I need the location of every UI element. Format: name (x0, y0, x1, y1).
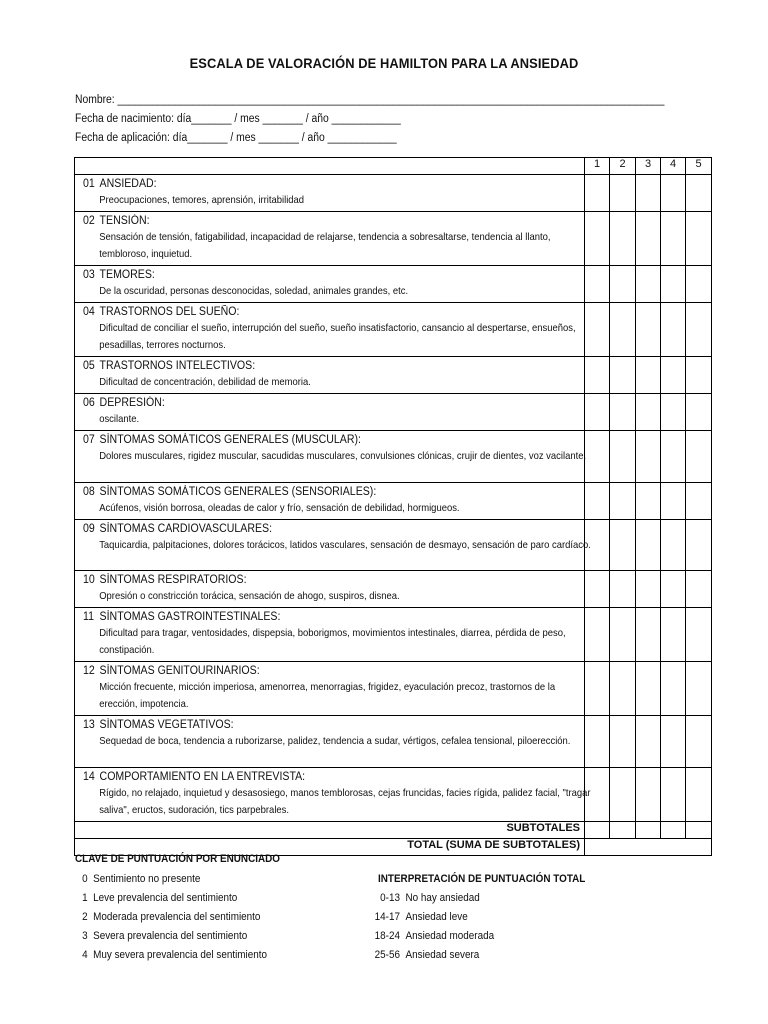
item-name: TRASTORNOS DEL SUEÑO: (99, 306, 240, 318)
item-number: 06 (83, 397, 95, 409)
item-symptoms: Micción frecuente, micción imperiosa, amenorrea, menorragias, frigidez, eyaculación precoz, trastornos de la erección, impotencia. (99, 681, 556, 710)
scale-item-row (75, 303, 712, 357)
score-cell-2[interactable] (610, 768, 636, 822)
item-name: SÍNTOMAS SOMÁTICOS GENERALES (SENSORIALES): (99, 486, 377, 498)
item-symptoms: Dificultad de conciliar el sueño, interrupción del sueño, sueño insatisfactorio, cansancio al despertarse, ensueños, pesadillas, terrores nocturnos. (99, 322, 576, 351)
range-meaning: No hay ansiedad (405, 892, 480, 904)
score-cell-2[interactable] (610, 175, 636, 212)
score-cell-3[interactable] (636, 520, 661, 571)
item-name: COMPORTAMIENTO EN LA ENTREVISTA: (99, 771, 306, 783)
subtotal-cell-4[interactable] (661, 822, 686, 839)
item-description-cell (75, 357, 585, 394)
clave-meaning: Sentimiento no presente (93, 873, 201, 885)
score-column-2: 2 (610, 158, 636, 175)
scale-item-row (75, 394, 712, 431)
score-cell-4[interactable] (661, 175, 686, 212)
score-cell-5[interactable] (686, 483, 712, 520)
subtotal-cell-5[interactable] (686, 822, 712, 839)
fecha-aplicacion-field[interactable]: Fecha de aplicación: día_______ / mes _______ / año ____________ (75, 132, 397, 144)
item-number: 08 (83, 486, 95, 498)
clave-meaning: Muy severa prevalencia del sentimiento (93, 949, 268, 961)
item-description-cell (75, 520, 591, 571)
item-description-cell (75, 483, 585, 520)
interpretacion-entry (373, 892, 480, 904)
item-name: TENSIÓN: (99, 215, 150, 227)
item-name: ANSIEDAD: (99, 178, 157, 190)
score-cell-3[interactable] (636, 571, 661, 608)
clave-meaning: Leve prevalencia del sentimiento (93, 892, 238, 904)
item-symptoms: Sensación de tensión, fatigabilidad, incapacidad de relajarse, tendencia a sobresaltarse, tendencia al llanto, tembloroso, inquietud. (99, 231, 551, 260)
clave-meaning: Severa prevalencia del sentimiento (93, 930, 248, 942)
score-cell-4[interactable] (661, 608, 686, 662)
item-number: 11 (83, 611, 94, 623)
score-cell-5[interactable] (686, 266, 712, 303)
interpretacion-entry (373, 911, 468, 923)
item-symptoms: Sequedad de boca, tendencia a ruborizarse, palidez, tendencia a sudar, vértigos, cefalea tensional, piloerección. (99, 735, 571, 747)
clave-score: 3 (82, 930, 88, 942)
item-description-cell (75, 716, 585, 768)
scale-item-row (75, 768, 712, 822)
item-symptoms: Acúfenos, visión borrosa, oleadas de calor y frío, sensación de debilidad, hormigueos. (99, 502, 460, 514)
item-name: DEPRESIÓN: (99, 397, 165, 409)
score-cell-3[interactable] (636, 175, 661, 212)
score-range: 14-17 (374, 911, 400, 923)
item-description-cell (75, 608, 585, 662)
score-cell-3[interactable] (636, 768, 661, 822)
score-cell-5[interactable] (686, 394, 712, 431)
item-description-cell (75, 768, 591, 822)
range-meaning: Ansiedad moderada (405, 930, 495, 942)
score-cell-4[interactable] (661, 394, 686, 431)
range-meaning: Ansiedad severa (405, 949, 480, 961)
score-cell-4[interactable] (661, 266, 686, 303)
score-cell-3[interactable] (636, 662, 661, 716)
score-cell-4[interactable] (661, 662, 686, 716)
score-cell-4[interactable] (661, 716, 686, 768)
score-cell-3[interactable] (636, 357, 661, 394)
item-description-cell (75, 266, 585, 303)
score-cell-3[interactable] (636, 716, 661, 768)
item-symptoms: Taquicardia, palpitaciones, dolores torácicos, latidos vasculares, sensación de desmayo, sensación de paro cardíaco. (99, 539, 591, 551)
item-description-cell (75, 431, 585, 483)
clave-entry (75, 949, 267, 961)
score-cell-3[interactable] (636, 394, 661, 431)
hamilton-scale-table (74, 157, 712, 856)
score-cell-2[interactable] (610, 716, 636, 768)
scale-item-row (75, 520, 712, 571)
subtotal-cell-3[interactable] (636, 822, 661, 839)
subtotal-cell-2[interactable] (610, 822, 636, 839)
clave-score: 4 (82, 949, 88, 961)
clave-score: 2 (82, 911, 88, 923)
scale-item-row (75, 608, 712, 662)
item-symptoms: Dificultad para tragar, ventosidades, dispepsia, boborigmos, movimientos intestinales, diarrea, pérdida de peso, constipación. (99, 627, 566, 656)
clave-entry (75, 930, 247, 942)
item-name: SÍNTOMAS SOMÁTICOS GENERALES (MUSCULAR): (99, 434, 361, 446)
item-description-cell (75, 394, 585, 431)
item-description-cell (75, 212, 585, 266)
scale-item-row (75, 571, 712, 608)
score-cell-4[interactable] (661, 483, 686, 520)
score-cell-5[interactable] (686, 212, 712, 266)
interpretacion-heading: INTERPRETACIÓN DE PUNTUACIÓN TOTAL (378, 873, 586, 885)
range-meaning: Ansiedad leve (405, 911, 468, 923)
scale-item-row (75, 175, 712, 212)
score-cell-3[interactable] (636, 212, 661, 266)
item-name: SÍNTOMAS RESPIRATORIOS: (99, 574, 247, 586)
score-cell-2[interactable] (610, 608, 636, 662)
score-cell-2[interactable] (610, 394, 636, 431)
score-cell-2[interactable] (610, 266, 636, 303)
scale-item-row (75, 662, 712, 716)
item-number: 13 (83, 719, 95, 731)
score-column-4: 4 (661, 158, 686, 175)
item-number: 05 (83, 360, 95, 372)
item-symptoms: Dolores musculares, rigidez muscular, sacudidas musculares, convulsiones clónicas, crujir de dientes, voz vacilante. (99, 450, 587, 462)
subtotales-row (75, 822, 712, 839)
score-cell-3[interactable] (636, 431, 661, 483)
score-cell-4[interactable] (661, 212, 686, 266)
scale-item-row (75, 483, 712, 520)
clave-entry (75, 911, 260, 923)
score-cell-4[interactable] (661, 520, 686, 571)
score-cell-5[interactable] (686, 520, 712, 571)
score-cell-4[interactable] (661, 357, 686, 394)
score-cell-2[interactable] (610, 357, 636, 394)
score-column-1: 1 (585, 158, 610, 175)
score-cell-3[interactable] (636, 608, 661, 662)
score-cell-4[interactable] (661, 431, 686, 483)
score-cell-5[interactable] (686, 716, 712, 768)
item-description-cell (75, 571, 585, 608)
nombre-field[interactable]: Nombre: _______________________________________________________________________________________________ (75, 94, 665, 106)
score-cell-5[interactable] (686, 303, 712, 357)
score-cell-3[interactable] (636, 266, 661, 303)
item-number: 01 (83, 178, 95, 190)
item-number: 09 (83, 523, 95, 535)
score-column-3: 3 (636, 158, 661, 175)
score-cell-2[interactable] (610, 483, 636, 520)
item-number: 10 (83, 574, 95, 586)
interpretacion-entry (373, 930, 494, 942)
item-number: 03 (83, 269, 95, 281)
item-number: 02 (83, 215, 95, 227)
score-cell-2[interactable] (610, 662, 636, 716)
score-range: 0-13 (380, 892, 400, 904)
scale-item-row (75, 266, 712, 303)
scale-item-row (75, 431, 712, 483)
score-cell-4[interactable] (661, 571, 686, 608)
item-symptoms: Preocupaciones, temores, aprensión, irritabilidad (99, 194, 305, 206)
score-cell-3[interactable] (636, 483, 661, 520)
score-column-5: 5 (686, 158, 712, 175)
score-cell-5[interactable] (686, 431, 712, 483)
score-cell-5[interactable] (686, 768, 712, 822)
clave-entry (75, 892, 237, 904)
interpretacion-entry (373, 949, 479, 961)
item-name: SÍNTOMAS VEGETATIVOS: (99, 719, 234, 731)
item-description-cell (75, 175, 585, 212)
subtotales-label: SUBTOTALES (75, 822, 585, 839)
score-cell-5[interactable] (686, 175, 712, 212)
item-symptoms: Dificultad de concentración, debilidad de memoria. (99, 376, 311, 388)
scale-item-row (75, 212, 712, 266)
item-description-cell (75, 303, 585, 357)
item-number: 12 (83, 665, 95, 677)
item-number: 14 (83, 771, 95, 783)
item-number: 04 (83, 306, 95, 318)
score-cell-5[interactable] (686, 357, 712, 394)
item-description-cell (75, 662, 585, 716)
score-cell-5[interactable] (686, 571, 712, 608)
score-cell-2[interactable] (610, 431, 636, 483)
score-cell-4[interactable] (661, 303, 686, 357)
score-cell-2[interactable] (610, 212, 636, 266)
scale-item-row (75, 357, 712, 394)
item-name: TRASTORNOS INTELECTIVOS: (99, 360, 256, 372)
item-symptoms: Opresión o constricción torácica, sensación de ahogo, suspiros, disnea. (99, 590, 400, 602)
score-column-header-row (75, 158, 712, 175)
clave-score: 0 (82, 873, 88, 885)
fecha-nacimiento-field[interactable]: Fecha de nacimiento: día_______ / mes _______ / año ____________ (75, 113, 401, 125)
clave-heading: CLAVE DE PUNTUACIÓN POR ENUNCIADO (75, 853, 280, 865)
score-range: 18-24 (374, 930, 400, 942)
blank-header-cell (75, 158, 585, 175)
score-cell-2[interactable] (610, 520, 636, 571)
clave-score: 1 (82, 892, 88, 904)
item-name: SÍNTOMAS GASTROINTESTINALES: (99, 611, 281, 623)
total-cell[interactable] (585, 839, 712, 856)
clave-entry (75, 873, 200, 885)
score-cell-5[interactable] (686, 608, 712, 662)
score-cell-3[interactable] (636, 303, 661, 357)
item-number: 07 (83, 434, 95, 446)
score-range: 25-56 (374, 949, 400, 961)
total-label: TOTAL (SUMA DE SUBTOTALES) (75, 839, 585, 856)
item-name: SÍNTOMAS CARDIOVASCULARES: (99, 523, 273, 535)
item-name: SÍNTOMAS GENITOURINARIOS: (99, 665, 260, 677)
item-symptoms: oscilante. (99, 413, 140, 425)
subtotal-cell-1[interactable] (585, 822, 610, 839)
scale-item-row (75, 716, 712, 768)
score-cell-2[interactable] (610, 571, 636, 608)
clave-meaning: Moderada prevalencia del sentimiento (93, 911, 261, 923)
item-symptoms: Rígido, no relajado, inquietud y desasosiego, manos temblorosas, cejas fruncidas, facies rígida, palidez facial, "tragar saliva", eructos, sudoración, tics parpebrales. (99, 787, 591, 816)
page-title: ESCALA DE VALORACIÓN DE HAMILTON PARA LA ANSIEDAD (189, 55, 579, 71)
score-cell-2[interactable] (610, 303, 636, 357)
score-cell-5[interactable] (686, 662, 712, 716)
score-cell-4[interactable] (661, 768, 686, 822)
item-name: TEMORES: (99, 269, 155, 281)
item-symptoms: De la oscuridad, personas desconocidas, soledad, animales grandes, etc. (99, 285, 409, 297)
